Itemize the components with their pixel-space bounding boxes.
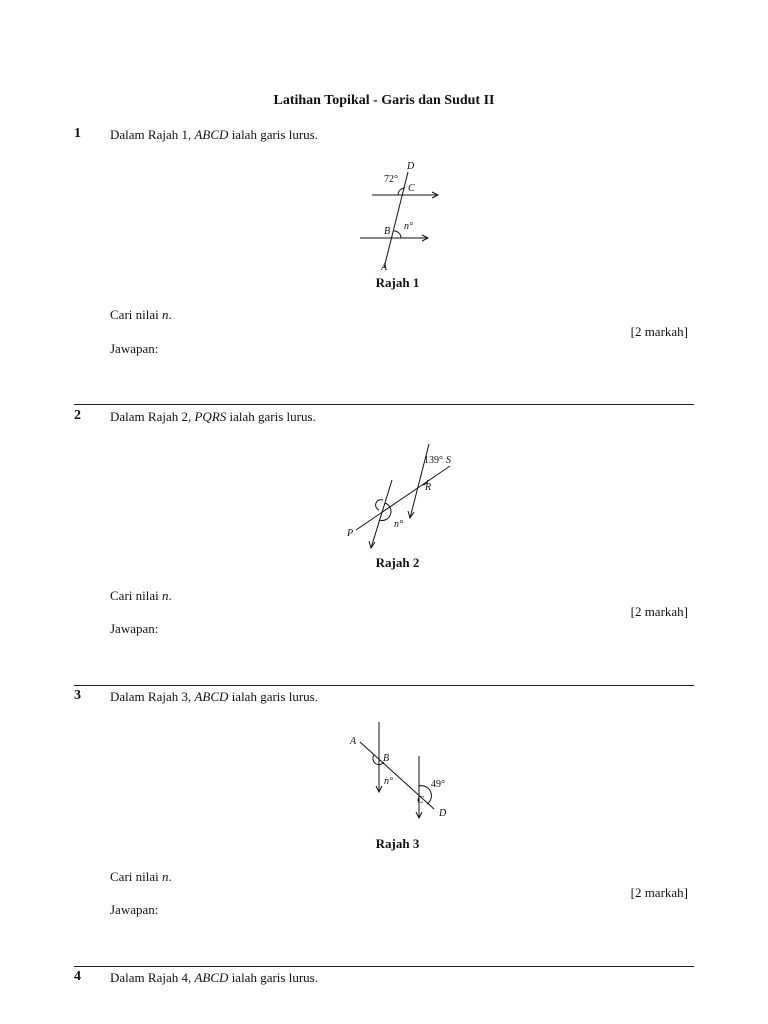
question-1-instruction xyxy=(110,307,172,323)
label-n: n° xyxy=(404,221,413,232)
question-2-text-prefix: Dalam Rajah 2, xyxy=(110,409,195,424)
question-1-line-name: ABCD xyxy=(194,127,229,142)
question-3-instruction xyxy=(110,869,172,885)
question-divider xyxy=(74,966,694,967)
question-1-number: 1 xyxy=(74,126,81,141)
label-b: B xyxy=(383,753,390,764)
figure-3-caption: Rajah 3 xyxy=(375,836,420,851)
question-2-number: 2 xyxy=(74,408,81,423)
label-p: P xyxy=(347,528,354,539)
label-angle-49: 49° xyxy=(431,779,445,790)
question-2-text xyxy=(110,409,316,425)
label-d: D xyxy=(407,161,415,172)
label-c: C xyxy=(417,795,424,806)
label-n: n° xyxy=(394,519,403,530)
question-4-text-suffix: ialah garis lurus. xyxy=(228,970,318,985)
question-divider xyxy=(74,404,694,405)
angle-arc-n xyxy=(394,231,401,238)
question-3-marks: [2 markah] xyxy=(630,885,688,900)
label-angle-139: 139° xyxy=(424,455,443,466)
figure-2-caption: Rajah 2 xyxy=(375,555,420,570)
question-3-instruction-prefix: Cari nilai xyxy=(110,869,162,884)
transversal-line-pqrs xyxy=(356,466,450,530)
question-2-text-suffix: ialah garis lurus. xyxy=(226,409,316,424)
question-1-answer-label: Jawapan: xyxy=(110,341,159,356)
question-1-marks: [2 markah] xyxy=(630,324,688,339)
label-a: A xyxy=(350,736,357,747)
question-1-text xyxy=(110,127,318,143)
question-2-answer-label: Jawapan: xyxy=(110,621,159,636)
question-1-instruction-prefix: Cari nilai xyxy=(110,307,162,322)
label-r: R xyxy=(425,482,432,493)
question-2-instruction-prefix: Cari nilai xyxy=(110,588,162,603)
question-2-variable: n xyxy=(162,588,169,603)
question-4-number: 4 xyxy=(74,969,81,984)
label-c: C xyxy=(408,183,415,194)
label-angle-72: 72° xyxy=(384,174,398,185)
figure-rajah-3 xyxy=(345,720,460,830)
question-1-text-suffix: ialah garis lurus. xyxy=(228,127,318,142)
question-divider xyxy=(74,685,694,686)
question-4-text-prefix: Dalam Rajah 4, xyxy=(110,970,195,985)
question-2-line-name: PQRS xyxy=(194,409,227,424)
question-2-instruction xyxy=(110,588,172,604)
figure-rajah-1 xyxy=(355,158,450,276)
question-1-instruction-suffix: . xyxy=(168,307,172,322)
question-3-instruction-suffix: . xyxy=(168,869,172,884)
question-3-line-name: ABCD xyxy=(194,689,229,704)
question-1-text-prefix: Dalam Rajah 1, xyxy=(110,127,195,142)
question-3-answer-label: Jawapan: xyxy=(110,902,159,917)
question-3-text-suffix: ialah garis lurus. xyxy=(228,689,318,704)
question-3-text-prefix: Dalam Rajah 3, xyxy=(110,689,195,704)
question-3-text xyxy=(110,689,318,705)
question-1-variable: n xyxy=(162,307,169,322)
worksheet-title: Latihan Topikal - Garis dan Sudut II xyxy=(273,93,495,108)
question-4-line-name: ABCD xyxy=(194,970,229,985)
label-b: B xyxy=(384,226,391,237)
question-3-number: 3 xyxy=(74,688,81,703)
label-a: A xyxy=(381,262,388,273)
parallel-line-left xyxy=(371,480,392,548)
question-4-text xyxy=(110,970,318,986)
figure-rajah-2 xyxy=(338,440,468,555)
transversal-line-abcd xyxy=(384,172,408,268)
question-2-marks: [2 markah] xyxy=(630,604,688,619)
label-s: S xyxy=(446,455,451,466)
question-2-instruction-suffix: . xyxy=(168,588,172,603)
label-n: n° xyxy=(384,776,393,787)
question-3-variable: n xyxy=(162,869,169,884)
angle-arc-small xyxy=(376,500,383,510)
figure-1-caption: Rajah 1 xyxy=(375,275,420,290)
label-d: D xyxy=(439,808,447,819)
